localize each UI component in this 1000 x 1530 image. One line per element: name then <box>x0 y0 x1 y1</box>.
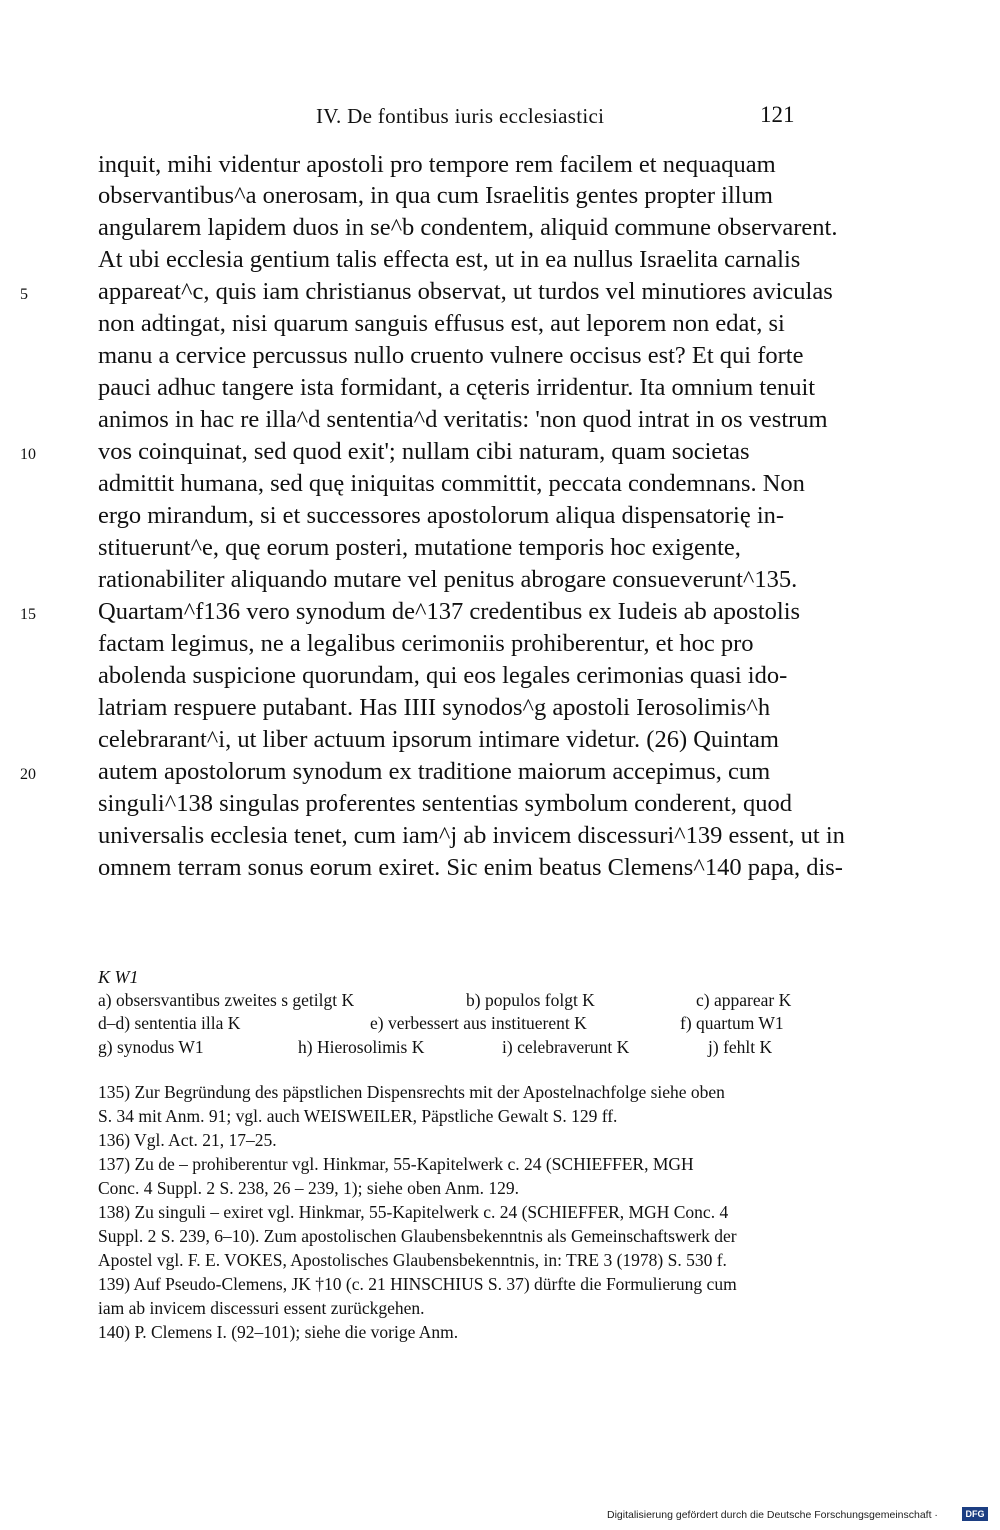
digitization-credit: Digitalisierung gefördert durch die Deutsche Forschungsgemeinschaft · <box>607 1509 938 1521</box>
apparatus-row <box>98 1037 808 1061</box>
apparatus-note: h) Hierosolimis K <box>298 1037 425 1057</box>
apparatus-note: b) populos folgt K <box>466 990 595 1010</box>
apparatus-note: j) fehlt K <box>708 1037 773 1057</box>
footnote-line: S. 34 mit Anm. 91; vgl. auch WEISWEILER, Päpstliche Gewalt S. 129 ff. <box>98 1106 618 1126</box>
text-line: latriam respuere putabant. Has IIII synodos^g apostoli Ierosolimis^h <box>98 694 771 721</box>
line-number: 10 <box>20 446 36 463</box>
apparatus-note: c) apparear K <box>696 990 792 1010</box>
text-line: stituerunt^e, quę eorum posteri, mutatione temporis hoc exigente, <box>98 534 741 561</box>
text-line: ergo mirandum, si et successores apostolorum aliqua dispensatorię in- <box>98 502 785 529</box>
text-line: animos in hac re illa^d sententia^d veritatis: 'non quod intrat in os vestrum <box>98 406 828 433</box>
apparatus-note: a) obsersvantibus zweites s getilgt K <box>98 990 355 1010</box>
witness-sigla: K W1 <box>98 967 139 987</box>
apparatus-note: g) synodus W1 <box>98 1037 204 1057</box>
text-line: At ubi ecclesia gentium talis effecta est, ut in ea nullus Israelita carnalis <box>98 246 801 273</box>
apparatus-note: f) quartum W1 <box>680 1013 784 1033</box>
text-line: admittit humana, sed quę iniquitas committit, peccata condemnans. Non <box>98 470 805 497</box>
text-line: factam legimus, ne a legalibus cerimoniis prohiberentur, et hoc pro <box>98 630 754 657</box>
footnote-line: 139) Auf Pseudo-Clemens, JK †10 (c. 21 HINSCHIUS S. 37) dürfte die Formulierung cum <box>98 1274 737 1294</box>
text-line: abolenda suspicione quorundam, qui eos legales cerimonias quasi ido- <box>98 662 788 689</box>
text-line: celebrarant^i, ut liber actuum ipsorum intimare videtur. (26) Quintam <box>98 726 779 753</box>
text-line: pauci adhuc tangere ista formidant, a cęteris irridentur. Ita omnium tenuit <box>98 374 816 401</box>
apparatus-row <box>98 990 808 1014</box>
text-line: observantibus^a onerosam, in qua cum Israelitis gentes propter illum <box>98 182 773 209</box>
apparatus-note: d–d) sententia illa K <box>98 1013 241 1033</box>
apparatus-note: i) celebraverunt K <box>502 1037 630 1057</box>
apparatus-row <box>98 1013 808 1037</box>
apparatus-note: e) verbessert aus instituerent K <box>370 1013 587 1033</box>
footnote-line: Suppl. 2 S. 239, 6–10). Zum apostolischen Glaubensbekenntnis als Gemeinschaftswerk der <box>98 1226 737 1246</box>
running-header: IV. De fontibus iuris ecclesiastici <box>316 104 605 128</box>
text-line: singuli^138 singulas proferentes sententias symbolum conderent, quod <box>98 790 792 817</box>
text-line: Quartam^f136 vero synodum de^137 credentibus ex Iudeis ab apostolis <box>98 598 801 625</box>
dfg-logo: DFG <box>962 1507 988 1521</box>
text-line: rationabiliter aliquando mutare vel penitus abrogare consueverunt^135. <box>98 566 798 593</box>
text-line: angularem lapidem duos in se^b condentem, aliquid commune observarent. <box>98 214 838 241</box>
footnote-line: iam ab invicem discessuri essent zurückgehen. <box>98 1298 425 1318</box>
text-line: universalis ecclesia tenet, cum iam^j ab invicem discessuri^139 essent, ut in <box>98 822 845 849</box>
line-number: 5 <box>20 286 28 303</box>
text-line: vos coinquinat, sed quod exit'; nullam cibi naturam, quam societas <box>98 438 750 465</box>
page-number: 121 <box>760 102 795 127</box>
text-line: omnem terram sonus eorum exiret. Sic enim beatus Clemens^140 papa, dis- <box>98 854 843 881</box>
footnote-line: 138) Zu singuli – exiret vgl. Hinkmar, 55-Kapitelwerk c. 24 (SCHIEFFER, MGH Conc. 4 <box>98 1202 729 1222</box>
footnote-line: 140) P. Clemens I. (92–101); siehe die vorige Anm. <box>98 1322 459 1342</box>
line-number: 20 <box>20 766 36 783</box>
footnote-line: Conc. 4 Suppl. 2 S. 238, 26 – 239, 1); siehe oben Anm. 129. <box>98 1178 519 1198</box>
footnote-line: 136) Vgl. Act. 21, 17–25. <box>98 1130 277 1150</box>
text-line: manu a cervice percussus nullo cruento vulnere occisus est? Et qui forte <box>98 342 804 369</box>
text-line: non adtingat, nisi quarum sanguis effusus est, aut leporem non edat, si <box>98 310 785 337</box>
footnote-line: 137) Zu de – prohiberentur vgl. Hinkmar, 55-Kapitelwerk c. 24 (SCHIEFFER, MGH <box>98 1154 694 1174</box>
footnote-line: Apostel vgl. F. E. VOKES, Apostolisches Glaubensbekenntnis, in: TRE 3 (1978) S. 530 f. <box>98 1250 727 1270</box>
text-line: inquit, mihi videntur apostoli pro tempore rem facilem et nequaquam <box>98 151 776 178</box>
footnote-line: 135) Zur Begründung des päpstlichen Dispensrechts mit der Apostelnachfolge siehe oben <box>98 1082 725 1102</box>
text-line: appareat^c, quis iam christianus observat, ut turdos vel minutiores aviculas <box>98 278 833 305</box>
text-line: autem apostolorum synodum ex traditione maiorum accepimus, cum <box>98 758 771 785</box>
line-number: 15 <box>20 606 36 623</box>
